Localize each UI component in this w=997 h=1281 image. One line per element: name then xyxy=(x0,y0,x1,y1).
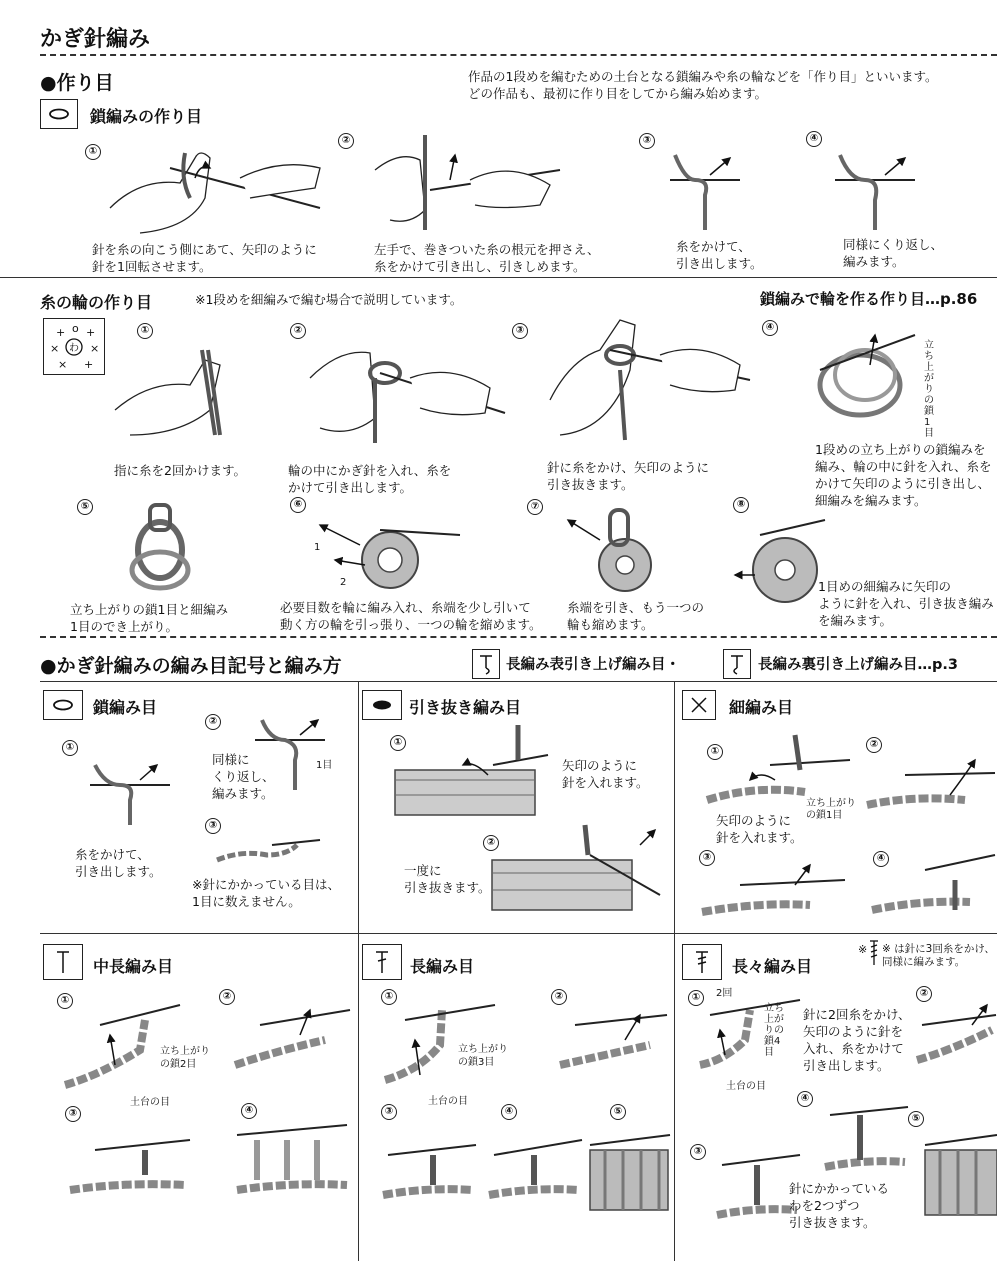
ring-result-illustration xyxy=(120,495,200,595)
step-number: ③ xyxy=(512,323,528,339)
section-heading-tsukurime: ●作り目 xyxy=(40,72,114,94)
step-text: 一度に 引き抜きます。 xyxy=(404,863,491,895)
treble-title: 長々編み目 xyxy=(732,957,813,976)
step-number: ④ xyxy=(241,1103,257,1119)
step-number: ② xyxy=(338,133,354,149)
svg-text:+: + xyxy=(84,357,94,371)
rising-chain-label: 立ち上がり の鎖1目 xyxy=(806,798,856,821)
arrow-label-1: 1 xyxy=(314,542,321,553)
rising-chain-label: 立ち上がりの鎖4目 xyxy=(764,1003,784,1058)
half-double-illustration xyxy=(65,1120,195,1200)
half-double-illustration xyxy=(232,1120,352,1200)
ring-chain-link[interactable]: 鎖編みで輪を作る作り目…p.86 xyxy=(760,290,978,308)
arrow-label-2: 2 xyxy=(340,577,347,588)
base-stitch-label: 土台の目 xyxy=(130,1097,170,1108)
step-text: 糸端を引き、もう一つの 輪も縮めます。 xyxy=(567,600,705,632)
step-number: ③ xyxy=(639,133,655,149)
ring-center-label: わ xyxy=(69,342,79,354)
step-number: ① xyxy=(688,990,704,1006)
rising-chain-label: 立ち上がり の鎖3目 xyxy=(458,1044,508,1068)
rising-chain-label: 立ち上がり の鎖2目 xyxy=(160,1046,210,1070)
step-text: 1段めの立ち上がりの鎖編みを 編み、輪の中に針を入れ、糸を かけて矢印のように引き出し、 細編みを編みます。 xyxy=(815,442,992,508)
svg-text:+: + xyxy=(86,325,96,339)
finger-wrap-illustration xyxy=(110,340,240,440)
slip-stitch-symbol-icon xyxy=(362,690,402,720)
grid-line xyxy=(358,681,359,1261)
triple-treble-note: ※ は針に3回糸をかけ、 同様に編みます。 xyxy=(882,943,995,968)
step-number: ⑤ xyxy=(908,1111,924,1127)
half-double-symbol-icon xyxy=(43,944,83,980)
chain-symbol-icon xyxy=(40,99,78,129)
step-number: ② xyxy=(551,989,567,1005)
single-crochet-illustration xyxy=(700,860,850,925)
step-number: ③ xyxy=(381,1104,397,1120)
step-text: 指に糸を2回かけます。 xyxy=(114,463,246,478)
step-number: ② xyxy=(219,989,235,1005)
step-text: 糸をかけて、 引き出します。 xyxy=(75,847,162,879)
single-crochet-illustration xyxy=(865,755,997,820)
step-number: ⑧ xyxy=(733,497,749,513)
svg-text:+: + xyxy=(56,325,66,339)
treble-symbol-icon xyxy=(682,944,722,980)
step-text: ※針にかかっている目は、 1目に数えません。 xyxy=(192,877,340,909)
step-number: ③ xyxy=(699,850,715,866)
hand-hook-illustration xyxy=(370,130,570,235)
step-text: 針にかかっている わを2つずつ 引き抜きます。 xyxy=(789,1181,890,1230)
step-number: ⑥ xyxy=(290,497,306,513)
back-post-link[interactable]: 長編み裏引き上げ編み目…p.3 xyxy=(758,657,958,673)
ring-tighten-illustration xyxy=(560,505,690,595)
wrap-count-label: 2回 xyxy=(716,988,733,999)
slip-stitch-ring-illustration xyxy=(730,515,830,610)
step-text: 矢印のように 針を入れます。 xyxy=(716,813,803,845)
slip-stitch-title: 引き抜き編み目 xyxy=(409,698,522,717)
step-number: ④ xyxy=(762,320,778,336)
step-number: ③ xyxy=(65,1106,81,1122)
step-text: 左手で、巻きついた糸の根元を押さえ、 糸をかけて引き出し、引きしめます。 xyxy=(374,242,600,274)
tsukurime-intro: 作品の1段めを編むための土台となる鎖編みや糸の輪などを「作り目」といいます。 どの作品も、最初に作り目をしてから編み始めます。 xyxy=(468,69,938,101)
step-text: 同様にくり返し、 編みます。 xyxy=(843,237,944,269)
svg-text:×: × xyxy=(50,341,60,355)
step-number: ② xyxy=(483,835,499,851)
single-crochet-illustration xyxy=(870,850,997,925)
ring-chain-illustration xyxy=(800,315,920,425)
step-number: ② xyxy=(866,737,882,753)
step-number: ④ xyxy=(806,131,822,147)
step-number: ④ xyxy=(501,1104,517,1120)
step-number: ① xyxy=(390,735,406,751)
treble-illustration xyxy=(695,995,805,1075)
step-text: 針に糸をかけ、矢印のように 引き抜きます。 xyxy=(547,460,710,492)
treble-illustration xyxy=(920,1130,997,1220)
svg-text:×: × xyxy=(58,357,68,371)
half-double-illustration xyxy=(230,995,355,1080)
ring-tighten-illustration xyxy=(310,505,470,595)
step-text: 輪の中にかぎ針を入れ、糸を かけて引き出します。 xyxy=(288,463,452,495)
chain-symbol-icon xyxy=(43,690,83,720)
step-text: 同様に くり返し、 編みます。 xyxy=(212,752,275,801)
base-stitch-label: 土台の目 xyxy=(428,1096,468,1107)
step-number: ① xyxy=(707,744,723,760)
page-title: かぎ針編み xyxy=(40,27,151,52)
hand-hook-illustration xyxy=(300,318,510,448)
chain-stitch-title: 鎖編み目 xyxy=(93,698,158,717)
grid-line xyxy=(40,681,997,682)
front-post-symbol-icon xyxy=(472,649,500,679)
base-stitch-label: 土台の目 xyxy=(726,1081,766,1092)
step-text: 矢印のように 針を入れます。 xyxy=(562,758,649,790)
step-number: ③ xyxy=(690,1144,706,1160)
step-text: 立ち上がりの鎖1目と細編み 1目のでき上がり。 xyxy=(70,602,228,634)
step-text: 必要目数を輪に編み入れ、糸端を少し引いて 動く方の輪を引っ張り、一つの輪を縮めます。 xyxy=(280,600,542,632)
step-number: ② xyxy=(916,986,932,1002)
step-text: 1目めの細編みに矢印の ように針を入れ、引き抜き編み を編みます。 xyxy=(818,579,994,628)
step-number: ④ xyxy=(797,1091,813,1107)
step-number: ⑦ xyxy=(527,499,543,515)
hand-hook-illustration xyxy=(100,138,330,238)
hand-hook-illustration xyxy=(540,310,755,445)
section-heading-symbols: ●かぎ針編みの編み目記号と編み方 xyxy=(40,655,342,677)
double-illustration xyxy=(555,1000,670,1080)
slip-stitch-illustration xyxy=(393,720,553,820)
step-number: ① xyxy=(137,323,153,339)
grid-line xyxy=(674,681,675,1261)
step-number: ⑤ xyxy=(77,499,93,515)
rising-chain-label: 立ち上がりの鎖1目 xyxy=(924,340,934,439)
step-text: 糸をかけて、 引き出します。 xyxy=(676,239,763,271)
treble-illustration xyxy=(820,1095,910,1175)
step-text: 針に2回糸をかけ、 矢印のように針を 入れ、糸をかけて 引き出します。 xyxy=(803,1007,911,1073)
step-number: ② xyxy=(205,714,221,730)
front-post-link[interactable]: 長編み表引き上げ編み目・ xyxy=(506,657,680,673)
svg-text:×: × xyxy=(90,341,100,355)
ring-symbol-diagram xyxy=(43,318,105,375)
step-number: ① xyxy=(62,740,78,756)
back-post-symbol-icon xyxy=(723,649,751,679)
step-number: ② xyxy=(290,323,306,339)
chain-row-illustration xyxy=(212,825,322,870)
slip-stitch-illustration xyxy=(490,815,665,915)
step-number: ① xyxy=(381,989,397,1005)
step-number: ⑤ xyxy=(610,1104,626,1120)
single-crochet-symbol-icon xyxy=(682,690,716,720)
step-number: ① xyxy=(85,144,101,160)
double-title: 長編み目 xyxy=(410,957,475,976)
step-number: ① xyxy=(57,993,73,1009)
section-divider xyxy=(40,636,997,638)
chain-loop-illustration xyxy=(830,150,920,235)
double-illustration xyxy=(585,1130,673,1215)
section-divider xyxy=(0,277,997,278)
chain-stitch-illustration xyxy=(85,760,175,830)
grid-line xyxy=(40,933,997,934)
title-divider xyxy=(40,54,997,56)
svg-text:o: o xyxy=(72,321,79,335)
double-symbol-icon xyxy=(362,944,402,980)
svg-text:※: ※ xyxy=(858,943,868,956)
chain-loop-illustration xyxy=(665,150,745,235)
step-number: ④ xyxy=(873,851,889,867)
treble-illustration xyxy=(912,1000,997,1080)
step-number: ③ xyxy=(205,818,221,834)
double-illustration xyxy=(378,1125,478,1205)
single-crochet-title: 細編み目 xyxy=(729,698,794,717)
ring-foundation-title: 糸の輪の作り目 xyxy=(40,293,153,312)
chain-foundation-title: 鎖編みの作り目 xyxy=(90,107,203,126)
step-text: 針を糸の向こう側にあて、矢印のように 針を1回転させます。 xyxy=(92,242,317,274)
double-illustration xyxy=(484,1125,584,1205)
one-stitch-label: 1目 xyxy=(316,760,333,771)
half-double-title: 中長編み目 xyxy=(93,957,174,976)
ring-note: ※1段めを細編みで編む場合で説明しています。 xyxy=(195,292,463,307)
triple-treble-symbol-icon xyxy=(858,935,880,967)
